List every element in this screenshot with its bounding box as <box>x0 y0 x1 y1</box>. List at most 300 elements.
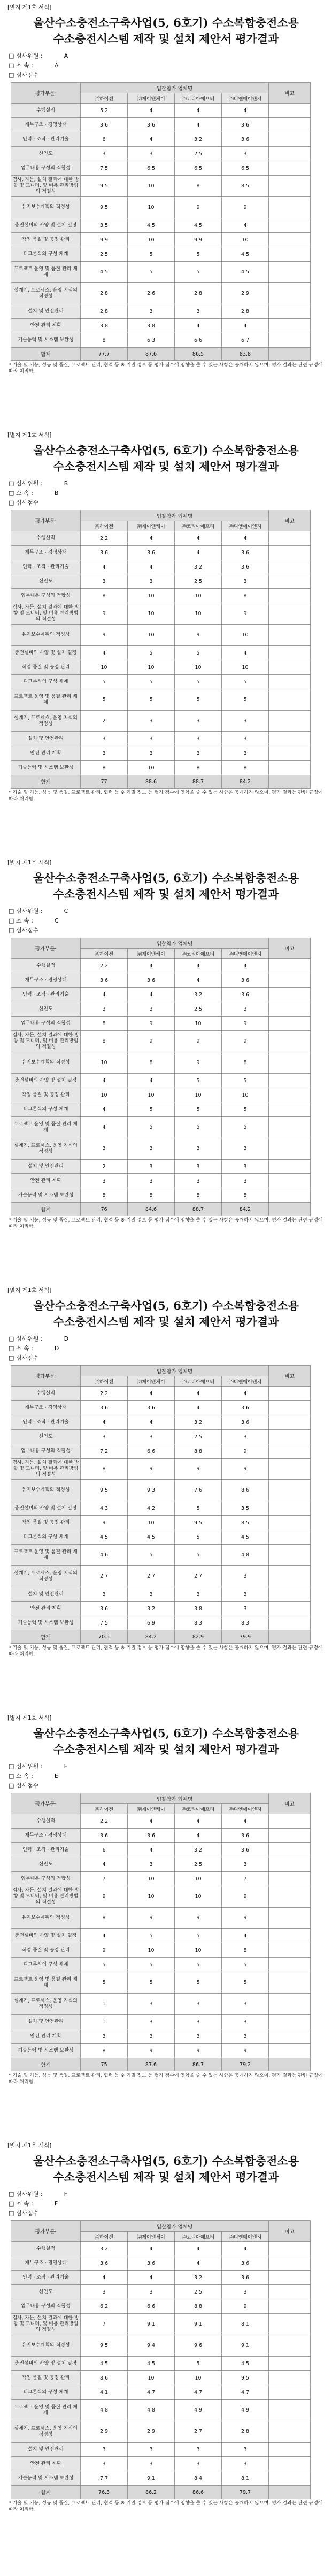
score-cell: 10 <box>128 1872 175 1886</box>
score-cell: 7.6 <box>175 1480 222 1501</box>
score-cell: 8 <box>81 1017 128 1031</box>
score-cell: 5 <box>222 1074 269 1088</box>
score-section-label: □ 심사점수 <box>9 2210 39 2217</box>
score-cell: 4.7 <box>128 2385 175 2400</box>
remark-header: 비고 <box>269 510 311 531</box>
score-cell: 9 <box>175 1031 222 1052</box>
criteria-cell: 재무구조 · 경영상태 <box>11 546 81 560</box>
total-cell: 88.6 <box>128 775 175 789</box>
score-cell: 9 <box>128 1017 175 1031</box>
title-line-1: 울산수소충전소구축사업(5, 6호기) 수소복합충전소용 <box>33 1727 299 1740</box>
score-cell: 4 <box>128 988 175 1002</box>
score-cell: 4.8 <box>81 2400 128 2421</box>
criteria-cell: 디그론식의 구성 체계 <box>11 247 81 262</box>
table-row <box>11 2271 311 2285</box>
score-cell: 5 <box>175 247 222 262</box>
company-header: ㈜디앤에이엔지 <box>222 2232 269 2242</box>
score-table <box>11 2220 311 2499</box>
score-cell: 10 <box>81 660 128 675</box>
evaluation-section <box>6 2138 326 2566</box>
score-cell: 5 <box>222 1958 269 1972</box>
criteria-cell: 안전 관리 계획 <box>11 1174 81 1188</box>
criteria-cell: 설계기, 프로세스, 운영 지식의 적정성 <box>11 2421 81 2443</box>
score-cell: 4.1 <box>81 2385 128 2400</box>
remark-cell <box>269 711 311 732</box>
company-header: ㈜코리아에프티 <box>175 949 222 959</box>
criteria-cell: 작업 품질 및 공정 관리 <box>11 1088 81 1102</box>
company-header: ㈜제이앤케이 <box>128 521 175 531</box>
evaluator-label: □ 심사위원 : <box>9 1335 43 1342</box>
remark-cell <box>269 1017 311 1031</box>
score-cell: 2.8 <box>222 304 269 319</box>
score-cell: 9 <box>175 1052 222 1074</box>
remark-cell <box>269 2371 311 2385</box>
score-cell: 10 <box>128 1088 175 1102</box>
criteria-header: 평가부문· <box>11 83 81 104</box>
score-cell: 4 <box>128 1387 175 1401</box>
criteria-cell: 기술능력 및 시스템 보완성 <box>11 2471 81 2486</box>
total-cell: 77 <box>81 775 128 789</box>
score-cell: 3.6 <box>222 988 269 1002</box>
score-cell: 2.5 <box>175 1002 222 1017</box>
remark-cell <box>269 132 311 147</box>
title-line-2: 수소충전시스템 제작 및 설치 제안서 평가결과 <box>53 32 279 45</box>
score-cell: 10 <box>175 603 222 625</box>
remark-cell <box>269 1908 311 1929</box>
score-cell: 3.6 <box>222 1843 269 1857</box>
score-cell: 4 <box>128 560 175 574</box>
score-cell: 2.8 <box>222 2421 269 2443</box>
score-cell: 10 <box>128 589 175 603</box>
evaluator-value: D <box>64 1335 69 1342</box>
score-cell: 3 <box>222 1002 269 1017</box>
table-row <box>11 2400 311 2421</box>
score-cell: 8.8 <box>175 2299 222 2314</box>
remark-cell <box>269 988 311 1002</box>
total-cell: 82.9 <box>175 1630 222 1644</box>
remark-cell <box>269 2015 311 2029</box>
score-cell: 9 <box>222 2044 269 2058</box>
score-cell: 10 <box>175 1943 222 1958</box>
table-row <box>11 283 311 304</box>
company-header: ㈜제이앤케이 <box>128 93 175 104</box>
score-cell: 3.6 <box>81 2256 128 2271</box>
criteria-cell: 프로젝트 운영 및 품질 관리 체계 <box>11 2400 81 2421</box>
document-title <box>6 2153 326 2185</box>
remark-cell <box>269 161 311 176</box>
criteria-cell: 기술능력 및 시스템 보완성 <box>11 1188 81 1203</box>
score-cell: 3 <box>222 1138 269 1160</box>
score-cell: 4 <box>81 988 128 1002</box>
criteria-cell: 업무내용 구성의 적합성 <box>11 1872 81 1886</box>
score-cell: 2.7 <box>175 2421 222 2443</box>
table-row <box>11 1444 311 1459</box>
criteria-cell: 프로젝트 운영 및 품질 관리 체계 <box>11 262 81 283</box>
affiliation-line <box>6 1344 326 1353</box>
remark-cell <box>269 2299 311 2314</box>
score-cell: 8.3 <box>175 1616 222 1630</box>
criteria-cell: 수행실적 <box>11 2242 81 2256</box>
table-row <box>11 233 311 247</box>
table-row <box>11 1002 311 1017</box>
remark-cell <box>269 2357 311 2371</box>
remark-cell <box>269 625 311 646</box>
criteria-cell: 디그론식의 구성 체계 <box>11 1958 81 1972</box>
score-cell: 3 <box>175 1994 222 2015</box>
remark-cell <box>269 2421 311 2443</box>
remark-header: 비고 <box>269 1793 311 1814</box>
score-cell: 3.6 <box>81 973 128 988</box>
score-cell: 3.6 <box>128 2256 175 2271</box>
score-cell: 4 <box>128 104 175 118</box>
affiliation-value: D <box>54 1345 59 1352</box>
score-cell: 3.5 <box>81 218 128 233</box>
score-cell: 4 <box>128 1415 175 1430</box>
remark-cell <box>269 959 311 973</box>
company-header: ㈜디앤에이엔지 <box>222 949 269 959</box>
criteria-cell: 인력 · 조직 · 관리기술 <box>11 560 81 574</box>
score-cell: 10 <box>128 603 175 625</box>
score-cell: 9 <box>128 1459 175 1480</box>
score-cell: 3 <box>128 2285 175 2299</box>
header-row <box>11 1366 311 1376</box>
bidders-header: 입찰참가 업체명 <box>81 1366 269 1376</box>
score-cell: 9 <box>128 1031 175 1052</box>
table-row <box>11 711 311 732</box>
score-cell: 8.1 <box>222 2314 269 2335</box>
criteria-cell: 업무내용 구성의 적합성 <box>11 589 81 603</box>
score-section-label: □ 심사점수 <box>9 1354 39 1361</box>
score-cell: 4.5 <box>222 2357 269 2371</box>
total-row <box>11 348 311 361</box>
evaluator-label: □ 심사위원 : <box>9 908 43 915</box>
remark-cell <box>269 1857 311 1872</box>
score-cell: 3.2 <box>175 2271 222 2285</box>
remark-cell <box>269 1566 311 1587</box>
score-cell: 4 <box>81 1857 128 1872</box>
table-row <box>11 574 311 589</box>
total-row <box>11 1630 311 1644</box>
score-cell: 5 <box>81 1972 128 1994</box>
criteria-cell: 업무내용 구성의 적합성 <box>11 2299 81 2314</box>
criteria-cell: 설치 및 안전관리 <box>11 1587 81 1602</box>
remark-cell <box>269 1387 311 1401</box>
remark-cell <box>269 1958 311 1972</box>
table-row <box>11 104 311 118</box>
affiliation-line <box>6 2199 326 2209</box>
score-cell: 9 <box>222 1908 269 1929</box>
table-row <box>11 1566 311 1587</box>
footnote: * 기술 및 기능, 성능 및 품질, 프로젝트 관리, 협력 등 ※ 기밀 정보 등 평가 점수에 영향을 줄 수 있는 사항은 공개하지 않으며, 평가 결과는 관련 규정에 따라 처리함. <box>9 2073 323 2085</box>
remark-cell <box>269 1480 311 1501</box>
score-cell: 2.5 <box>175 2285 222 2299</box>
score-cell: 7.2 <box>81 1444 128 1459</box>
score-cell: 3 <box>222 1602 269 1616</box>
remark-header: 비고 <box>269 2221 311 2242</box>
score-cell: 9 <box>222 1886 269 1908</box>
score-cell: 3 <box>175 1174 222 1188</box>
remark-cell <box>269 1872 311 1886</box>
table-row <box>11 218 311 233</box>
score-cell: 4 <box>222 531 269 546</box>
score-cell: 4 <box>222 104 269 118</box>
score-cell: 10 <box>128 660 175 675</box>
table-row <box>11 1829 311 1843</box>
remark-cell <box>269 574 311 589</box>
remark-cell <box>269 1174 311 1188</box>
table-row <box>11 1459 311 1480</box>
table-row <box>11 176 311 197</box>
table-row <box>11 1415 311 1430</box>
score-cell: 4.5 <box>222 247 269 262</box>
remark-cell <box>269 1886 311 1908</box>
company-header: ㈜코리아에프티 <box>175 93 222 104</box>
score-cell: 6.6 <box>128 2299 175 2314</box>
remark-cell <box>269 197 311 218</box>
score-cell: 7 <box>81 1872 128 1886</box>
affiliation-label: □ 소 속 : <box>9 2200 33 2207</box>
remark-cell <box>269 1074 311 1088</box>
score-cell: 6.2 <box>81 2299 128 2314</box>
score-cell: 4 <box>81 1929 128 1943</box>
score-cell: 9 <box>175 197 222 218</box>
score-cell: 5 <box>175 1530 222 1545</box>
score-cell: 10 <box>128 1943 175 1958</box>
remark-cell <box>269 732 311 746</box>
table-row <box>11 1602 311 1616</box>
remark-cell <box>269 560 311 574</box>
table-row <box>11 1480 311 1501</box>
score-cell: 8 <box>222 1943 269 1958</box>
total-cell: 86.6 <box>175 2486 222 2499</box>
score-cell: 9 <box>81 625 128 646</box>
table-row <box>11 1160 311 1174</box>
score-cell: 3 <box>175 711 222 732</box>
company-header: ㈜제이앤케이 <box>128 1804 175 1814</box>
total-cell: 76 <box>81 1203 128 1216</box>
total-cell: 79.2 <box>222 2058 269 2071</box>
score-cell: 3 <box>128 1002 175 1017</box>
total-cell: 84.2 <box>222 1203 269 1216</box>
criteria-cell: 설계기, 프로세스, 운영 지식의 적정성 <box>11 1566 81 1587</box>
remark-cell <box>269 1459 311 1480</box>
total-cell: 77.7 <box>81 348 128 361</box>
score-cell: 6.6 <box>175 333 222 348</box>
criteria-cell: 신인도 <box>11 147 81 161</box>
score-cell: 4 <box>175 104 222 118</box>
score-cell: 3 <box>128 1160 175 1174</box>
score-cell: 3 <box>81 2029 128 2044</box>
criteria-cell: 수행실적 <box>11 959 81 973</box>
form-label: [별지 제1호 서식] <box>7 4 52 11</box>
score-cell: 3.6 <box>222 560 269 574</box>
score-table <box>11 938 311 1216</box>
score-cell: 9.5 <box>222 2371 269 2385</box>
score-cell: 3.2 <box>175 1415 222 1430</box>
remark-cell <box>269 262 311 283</box>
score-cell: 3.6 <box>222 546 269 560</box>
score-table <box>11 1793 311 2071</box>
score-cell: 8 <box>128 1188 175 1203</box>
table-row <box>11 1174 311 1188</box>
remark-cell <box>269 1994 311 2015</box>
score-cell: 4 <box>128 2242 175 2256</box>
score-cell: 4 <box>175 973 222 988</box>
score-cell: 3.2 <box>175 1843 222 1857</box>
header-row <box>11 1793 311 1804</box>
table-row <box>11 1138 311 1160</box>
table-row <box>11 2242 311 2256</box>
score-cell: 5 <box>128 646 175 660</box>
table-row <box>11 1401 311 1415</box>
score-cell: 9.5 <box>81 1480 128 1501</box>
score-cell: 6 <box>81 132 128 147</box>
score-cell: 3 <box>175 732 222 746</box>
score-cell: 3.6 <box>222 1401 269 1415</box>
score-cell: 6.5 <box>222 161 269 176</box>
evaluator-value: A <box>64 52 68 59</box>
score-cell: 8.1 <box>222 2471 269 2486</box>
score-section-label: □ 심사점수 <box>9 927 39 934</box>
score-cell: 10 <box>81 1052 128 1074</box>
remark-cell <box>269 233 311 247</box>
criteria-cell: 설계기, 프로세스, 운영 지식의 적정성 <box>11 711 81 732</box>
criteria-cell: 수행실적 <box>11 1387 81 1401</box>
score-cell: 10 <box>128 1516 175 1530</box>
score-cell: 9 <box>222 1017 269 1031</box>
score-cell: 3 <box>175 1138 222 1160</box>
table-row <box>11 2371 311 2385</box>
score-cell: 3 <box>222 1566 269 1587</box>
evaluator-line <box>6 907 326 916</box>
title-line-1: 울산수소충전소구축사업(5, 6호기) 수소복합충전소용 <box>33 871 299 885</box>
score-cell: 4.5 <box>81 2357 128 2371</box>
score-cell: 3 <box>222 2029 269 2044</box>
score-cell: 3 <box>222 1994 269 2015</box>
table-row <box>11 197 311 218</box>
remark-cell <box>269 1616 311 1630</box>
score-cell: 5 <box>175 1545 222 1566</box>
score-cell: 3 <box>81 732 128 746</box>
total-cell: 88.7 <box>175 1203 222 1216</box>
remark-cell <box>269 2486 311 2499</box>
affiliation-value: F <box>54 2200 58 2207</box>
total-label: 합계 <box>11 1203 81 1216</box>
total-cell: 88.7 <box>175 775 222 789</box>
criteria-cell: 재무구조 · 경영상태 <box>11 1401 81 1415</box>
criteria-cell: 업무내용 구성의 적합성 <box>11 1017 81 1031</box>
score-cell: 2.2 <box>81 959 128 973</box>
evaluator-value: E <box>64 1763 68 1770</box>
remark-cell <box>269 2314 311 2335</box>
remark-cell <box>269 1630 311 1644</box>
company-header: ㈜코리아에프티 <box>175 521 222 531</box>
remark-cell <box>269 1530 311 1545</box>
footnote: * 기술 및 기능, 성능 및 품질, 프로젝트 관리, 협력 등 ※ 기밀 정보 등 평가 점수에 영향을 줄 수 있는 사항은 공개하지 않으며, 평가 결과는 관련 규정에 따라 처리함. <box>9 1645 323 1657</box>
score-cell: 4 <box>81 1102 128 1117</box>
score-cell: 10 <box>128 176 175 197</box>
criteria-cell: 충전설비의 사양 및 설치 일정 <box>11 1501 81 1516</box>
criteria-cell: 디그론식의 구성 체계 <box>11 1102 81 1117</box>
table-row <box>11 2299 311 2314</box>
score-cell: 3 <box>222 574 269 589</box>
criteria-cell: 검사, 자문, 설치 결과에 대한 방향 및 모니터, 및 비용 관리방법의 적절성 <box>11 1886 81 1908</box>
score-cell: 9 <box>222 1459 269 1480</box>
score-cell: 4 <box>175 1829 222 1843</box>
score-cell: 3 <box>128 1138 175 1160</box>
score-cell: 3 <box>222 746 269 761</box>
criteria-cell: 안전 관리 계획 <box>11 319 81 333</box>
score-cell: 4 <box>175 118 222 132</box>
affiliation-label: □ 소 속 : <box>9 1345 33 1352</box>
table-row <box>11 247 311 262</box>
score-cell: 4 <box>175 1814 222 1829</box>
remark-cell <box>269 546 311 560</box>
score-cell: 10 <box>222 625 269 646</box>
title-line-2: 수소충전시스템 제작 및 설치 제안서 평가결과 <box>53 1743 279 1756</box>
score-cell: 4 <box>81 2271 128 2285</box>
score-cell: 2.2 <box>81 1814 128 1829</box>
score-cell: 5 <box>222 1972 269 1994</box>
table-row <box>11 132 311 147</box>
criteria-cell: 기술능력 및 시스템 보완성 <box>11 761 81 775</box>
form-label: [별지 제1호 서식] <box>7 1715 52 1721</box>
score-cell: 4.5 <box>222 262 269 283</box>
table-row <box>11 959 311 973</box>
score-cell: 5 <box>175 1117 222 1138</box>
score-cell: 9.1 <box>222 2335 269 2357</box>
criteria-cell: 수행실적 <box>11 531 81 546</box>
total-cell: 83.8 <box>222 348 269 361</box>
table-row <box>11 1501 311 1516</box>
score-cell: 10 <box>128 761 175 775</box>
table-row <box>11 1017 311 1031</box>
score-cell: 4 <box>175 546 222 560</box>
company-header: ㈜하이젠 <box>81 1376 128 1387</box>
score-cell: 9.9 <box>81 233 128 247</box>
score-cell: 9.9 <box>175 233 222 247</box>
table-row <box>11 732 311 746</box>
score-cell: 8.8 <box>175 1444 222 1459</box>
score-cell: 8 <box>81 2044 128 2058</box>
table-row <box>11 1430 311 1444</box>
remark-header: 비고 <box>269 83 311 104</box>
remark-cell <box>269 1203 311 1216</box>
score-cell: 3.8 <box>175 1602 222 1616</box>
criteria-header: 평가부문· <box>11 1366 81 1387</box>
criteria-cell: 검사, 자문, 설치 결과에 대한 방향 및 모니터, 및 비용 관리방법의 적절성 <box>11 1459 81 1480</box>
criteria-cell: 재무구조 · 경영상태 <box>11 973 81 988</box>
score-cell: 8 <box>81 1031 128 1052</box>
remark-cell <box>269 1943 311 1958</box>
remark-cell <box>269 1138 311 1160</box>
table-row <box>11 1587 311 1602</box>
criteria-cell: 작업 품질 및 공정 관리 <box>11 1943 81 1958</box>
score-cell: 3.2 <box>175 132 222 147</box>
score-table <box>11 82 311 361</box>
score-cell: 2.2 <box>81 1387 128 1401</box>
table-row <box>11 1886 311 1908</box>
form-label: [별지 제1호 서식] <box>7 2142 52 2149</box>
score-cell: 8.6 <box>81 2371 128 2385</box>
score-section-label: □ 심사점수 <box>9 499 39 506</box>
score-cell: 4.5 <box>128 1530 175 1545</box>
remark-cell <box>269 348 311 361</box>
score-cell: 5 <box>128 1958 175 1972</box>
score-cell: 9 <box>175 1459 222 1480</box>
score-cell: 3 <box>81 2443 128 2457</box>
evaluator-line <box>6 1762 326 1771</box>
